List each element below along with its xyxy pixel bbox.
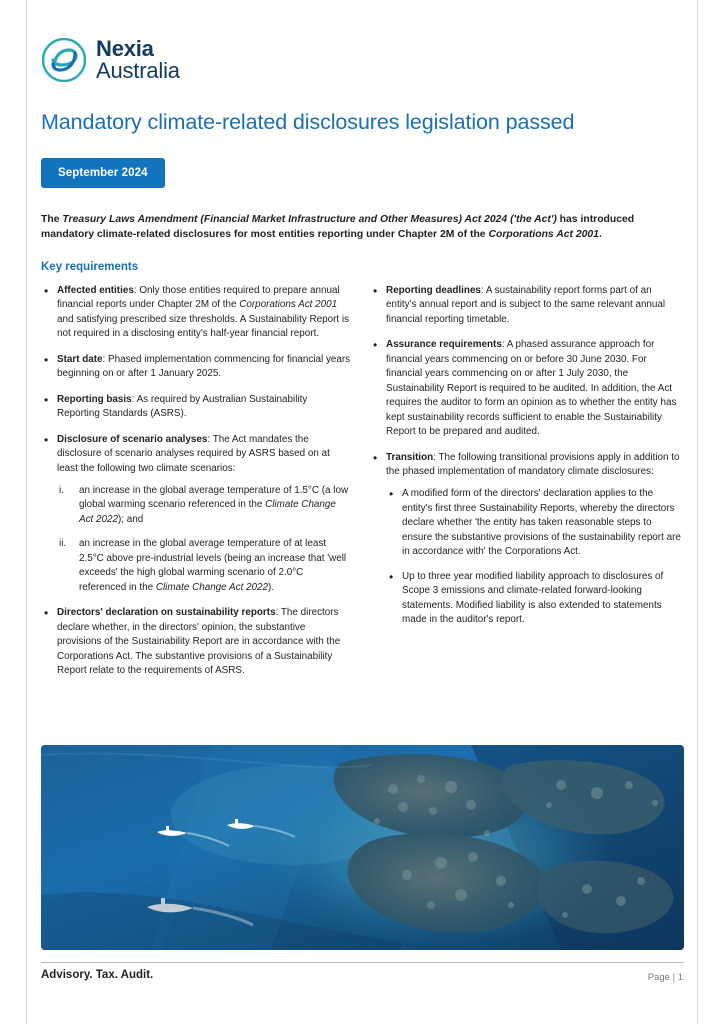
page-title: Mandatory climate-related disclosures legislation passed bbox=[41, 110, 575, 134]
bullet-body-1: : As required by Australian Sustainability Reporting Standards (ASRS). bbox=[57, 393, 308, 420]
bullet-body-1: : Only those entities required to prepare annual financial reports under Chapter 2M of the bbox=[57, 285, 340, 311]
right-margin-rule bbox=[697, 0, 698, 1024]
right-column bbox=[370, 284, 684, 639]
scenario-numeral: ii. bbox=[59, 538, 67, 550]
intro-text-1: The bbox=[41, 214, 63, 225]
scenario-list bbox=[57, 484, 351, 595]
bullet-lead: Reporting basis bbox=[57, 393, 132, 405]
bullet-body-1: : The following transitional provisions apply in addition to the phased implementation of mandatory climate disclosures: bbox=[386, 451, 680, 477]
scenario-text-2: ); and bbox=[117, 513, 144, 525]
list-item bbox=[57, 537, 351, 595]
hero-image bbox=[41, 745, 684, 950]
list-item bbox=[41, 353, 351, 382]
intro-italic-act: Treasury Laws Amendment (Financial Market Infrastructure and Other Measures) Act 2024 ('the Act') bbox=[62, 214, 557, 225]
list-item: • Up to three year modified liability approach to disclosures of Scope 3 emissions and climate-related forward-looking statements. Modified liability is also extended to statements made in the auditor's report. bbox=[386, 570, 684, 628]
scenario-text-2: ). bbox=[268, 581, 275, 593]
reef-aerial-illustration bbox=[41, 745, 684, 950]
bullet-body-1: : A sustainability report forms part of an entity's annual report and is subject to the same relevant annual financial reporting timetable. bbox=[386, 285, 666, 325]
scenario-italic: Climate Change Act 2022 bbox=[79, 499, 336, 525]
brand-name-line2: Australia bbox=[96, 58, 180, 84]
bullet-lead: Disclosure of scenario analyses bbox=[57, 433, 208, 445]
scenario-text-1: an increase in the global average temperature of at least 2.5°C above pre-industrial levels (being an increase that 'well exceeds' the high global warming scenario of 2.0°C referenced in the bbox=[79, 538, 347, 593]
right-bullet-list bbox=[370, 284, 684, 628]
list-item bbox=[370, 284, 684, 327]
list-item bbox=[370, 451, 684, 628]
page-number: Page | 1 bbox=[647, 972, 683, 983]
transition-subpoint-list bbox=[386, 487, 684, 627]
list-item: • A modified form of the directors' declaration applies to the entity's first three Sustainability Reports, whereby the directors declare whether 'the entity has taken reasonable steps to ensure the substantive provisions of the sustainability report are in accordance with' the Corporations Act. bbox=[386, 487, 684, 559]
bullet-italic: Corporations Act 2001 bbox=[239, 299, 338, 311]
date-badge: September 2024 bbox=[41, 158, 165, 188]
bullet-body-1: : The Act mandates the disclosure of scenario analyses required by ASRS based on at least the following two climate scenarios: bbox=[57, 433, 330, 474]
scenario-italic: Climate Change Act 2022 bbox=[155, 581, 269, 593]
brand-name-line1: Nexia bbox=[96, 36, 154, 61]
nexia-swirl-logo-icon bbox=[42, 38, 86, 82]
intro-paragraph bbox=[41, 212, 685, 243]
left-margin-rule bbox=[26, 0, 27, 1024]
bullet-lead: Transition bbox=[386, 451, 434, 463]
bullet-body-2: and satisfying prescribed size thresholds. A Sustainability Report is not required in a disclosing entity's half-year financial report. bbox=[57, 313, 350, 340]
list-item bbox=[41, 393, 351, 422]
bullet-lead: Assurance requirements bbox=[386, 339, 502, 351]
intro-italic-corporations-act: Corporations Act 2001 bbox=[488, 229, 599, 241]
list-item bbox=[41, 284, 351, 342]
list-item bbox=[41, 433, 351, 596]
list-item bbox=[370, 338, 684, 439]
intro-text-3: . bbox=[598, 229, 602, 241]
brand-logo bbox=[42, 38, 180, 83]
bullet-lead: Affected entities bbox=[57, 285, 134, 296]
bullet-lead: Reporting deadlines bbox=[386, 285, 481, 296]
section-heading-key-requirements: Key requirements bbox=[41, 261, 139, 273]
intro-text-2: has introduced mandatory climate-related disclosures for most entities reporting under Chapter 2M of the bbox=[41, 214, 635, 241]
bullet-body-1: : Phased implementation commencing for financial years beginning on or after 1 January 2025. bbox=[57, 353, 351, 380]
left-bullet-list bbox=[41, 284, 351, 678]
footer-tagline: Advisory. Tax. Audit. bbox=[41, 969, 154, 981]
brand-wordmark bbox=[96, 38, 180, 83]
list-item bbox=[41, 606, 351, 678]
bullet-body-1: : The directors declare whether, in the directors' opinion, the substantive provisions of the Sustainability Report are in accordance with the Corporations Act. The substantive provisions of a Sustainability Report relate to the requirements of ASRS. bbox=[57, 607, 341, 676]
left-column bbox=[41, 284, 351, 689]
list-item bbox=[57, 484, 351, 527]
bullet-body-1: : A phased assurance approach for financial years commencing on or before 30 June 2030. For financial years commencing on or after 1 July 2030, the Sustainability Report is required to be audited. In addition, the Act requires the auditor to form an opinion as to whether the entity has kept sustainability records sufficient to enable the Sustainability Report to be prepared and audited. bbox=[386, 339, 677, 438]
scenario-text-1: an increase in the global average temperature of 1.5°C (a low global warming scenario referenced in the bbox=[79, 484, 349, 511]
footer-divider bbox=[41, 962, 684, 963]
bullet-lead: Start date bbox=[57, 353, 103, 365]
scenario-numeral: i. bbox=[59, 484, 64, 496]
bullet-lead: Directors' declaration on sustainability reports bbox=[57, 607, 276, 619]
